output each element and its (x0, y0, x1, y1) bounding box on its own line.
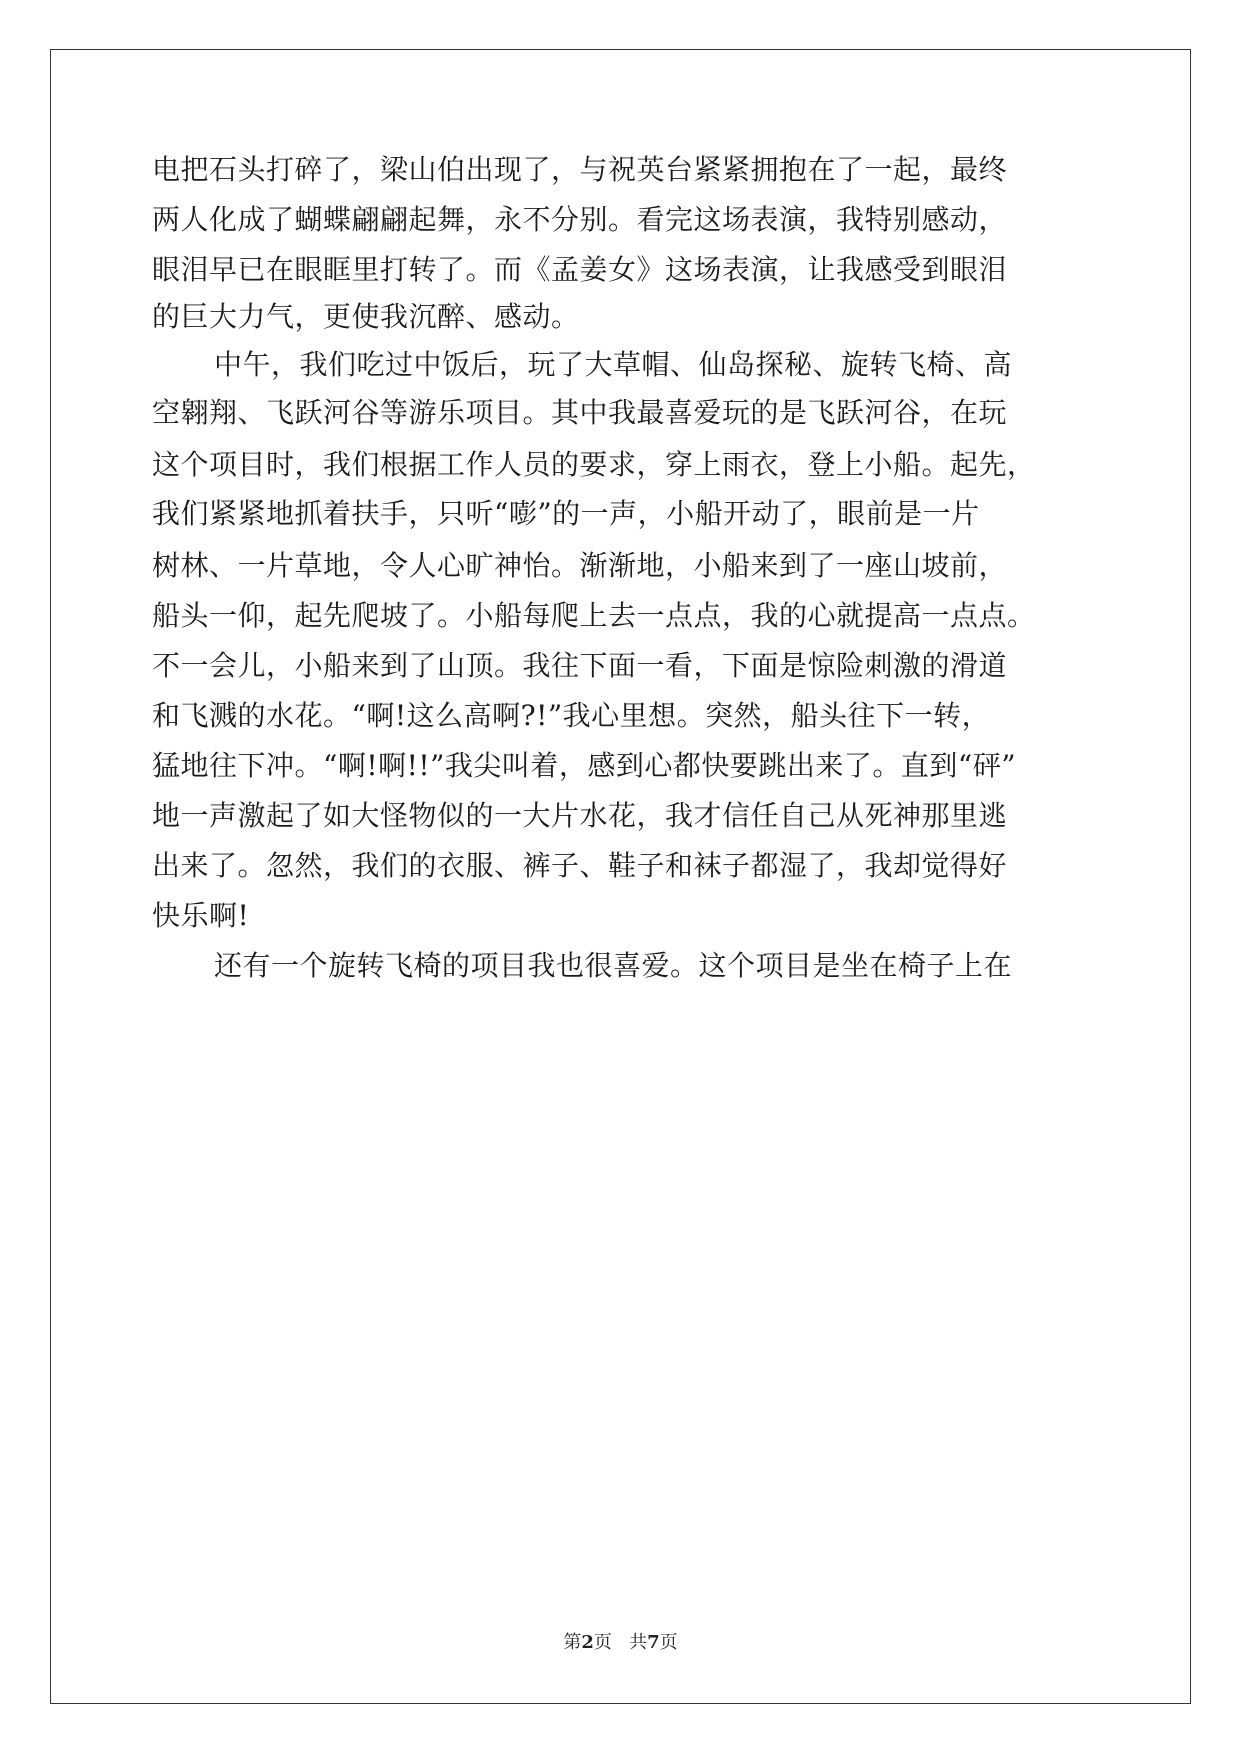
page-footer (0, 1631, 1241, 1655)
text-line: 这个项目时，我们根据工作人员的要求，穿上雨衣，登上小船。起先， (152, 448, 1036, 481)
paragraph-first-line: 还有一个旋转飞椅的项目我也很喜爱。这个项目是坐在椅子上在 (214, 949, 1013, 982)
text-line: 船头一仰，起先爬坡了。小船每爬上去一点点，我的心就提高一点点。 (152, 599, 1036, 632)
total-suffix: 页 (659, 1632, 678, 1653)
page-prefix: 第 (563, 1632, 582, 1653)
paragraph-first-line: 中午，我们吃过中饭后，玩了大草帽、仙岛探秘、旋转飞椅、高 (214, 348, 1013, 381)
text-line: 眼泪早已在眼眶里打转了。而《孟姜女》这场表演，让我感受到眼泪 (152, 253, 1008, 286)
text-line: 不一会儿，小船来到了山顶。我往下面一看，下面是惊险刺激的滑道 (152, 649, 1008, 682)
text-line: 树林、一片草地，令人心旷神怡。渐渐地，小船来到了一座山坡前， (152, 549, 1008, 582)
page-suffix: 页 (593, 1632, 612, 1653)
text-line: 地一声激起了如大怪物似的一大片水花，我才信任自己从死神那里逃 (152, 799, 1008, 832)
text-line: 两人化成了蝴蝶翩翩起舞，永不分别。看完这场表演，我特别感动， (152, 203, 1008, 236)
text-line: 空翱翔、飞跃河谷等游乐项目。其中我最喜爱玩的是飞跃河谷，在玩 (152, 396, 1008, 429)
text-line: 和飞溅的水花。“啊!这么高啊?!”我心里想。突然，船头往下一转， (152, 699, 991, 732)
text-line: 的巨大力气，更使我沉醉、感动。 (152, 300, 580, 333)
total-prefix: 共 (629, 1632, 648, 1653)
page-number: 2 (581, 1632, 594, 1653)
text-line: 我们紧紧地抓着扶手，只听“嘭”的一声，小船开动了，眼前是一片 (152, 497, 980, 530)
text-line: 快乐啊! (152, 899, 250, 932)
text-line: 电把石头打碎了，梁山伯出现了，与祝英台紧紧拥抱在了一起，最终 (152, 153, 1008, 186)
text-line: 出来了。忽然，我们的衣服、裤子、鞋子和袜子都湿了，我却觉得好 (152, 849, 1008, 882)
text-line: 猛地往下冲。“啊!啊!!”我尖叫着，感到心都快要跳出来了。直到“砰” (152, 749, 1017, 782)
total-pages: 7 (647, 1632, 660, 1653)
